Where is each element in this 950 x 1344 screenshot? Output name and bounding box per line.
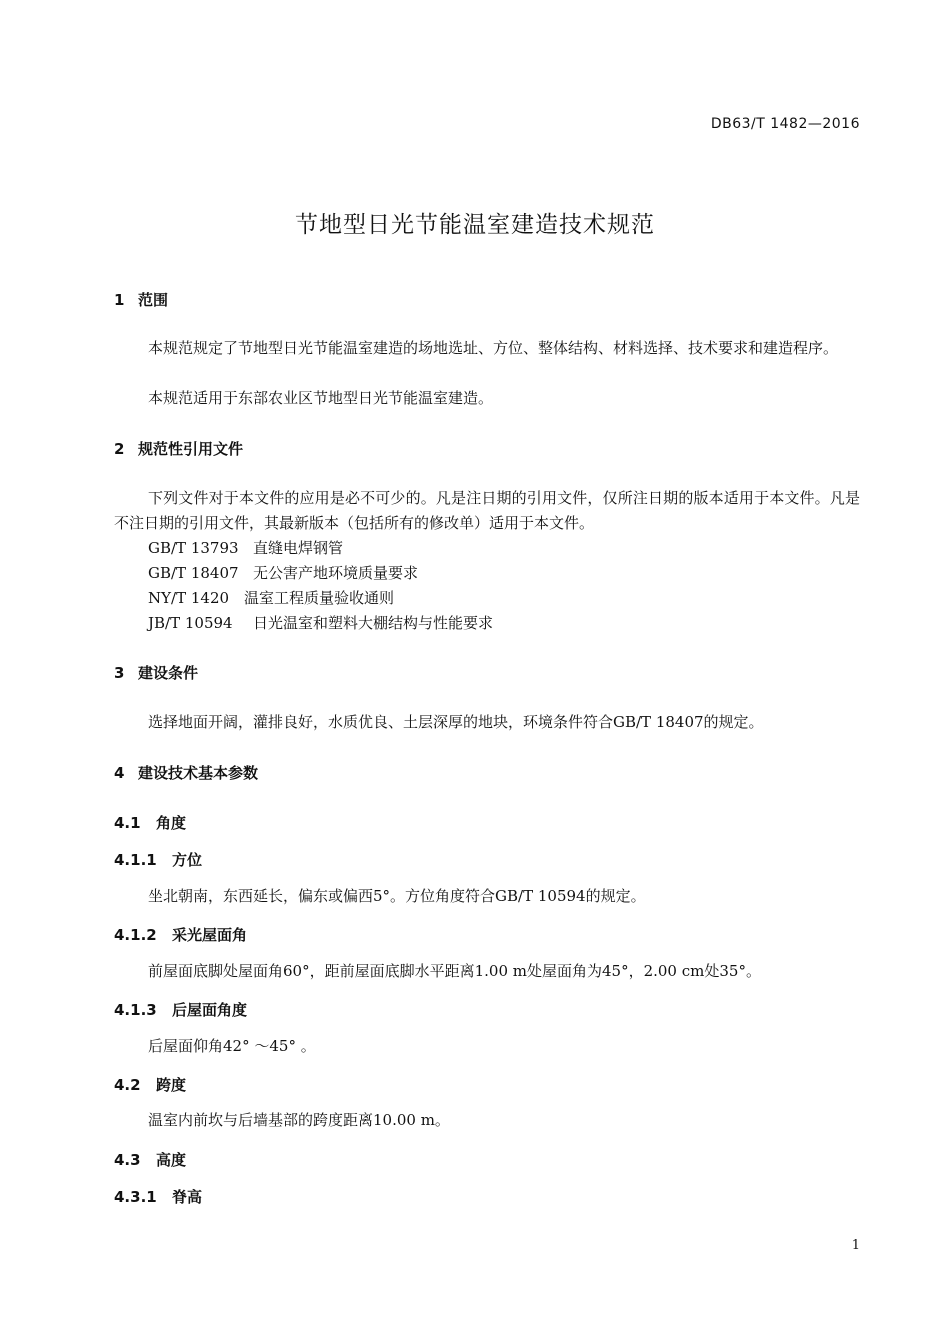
reference-item	[148, 611, 860, 636]
section-4-3-1-heading	[114, 1186, 202, 1207]
section-4-3-heading	[114, 1149, 186, 1170]
section-title: 后屋面角度	[172, 1001, 248, 1019]
section-1-paragraph-1: 本规范规定了节地型日光节能温室建造的场地选址、方位、整体结构、材料选择、技术要求和建造程序。	[148, 339, 839, 357]
document-title: 节地型日光节能温室建造技术规范	[295, 212, 655, 238]
section-number: 4	[114, 764, 125, 782]
document-number: DB63/T 1482—2016	[710, 116, 860, 132]
reference-code: JB/T 10594	[148, 614, 233, 632]
section-number: 4.1.3	[114, 1001, 157, 1019]
section-number: 4.1.1	[114, 851, 157, 869]
section-1-heading	[114, 289, 168, 310]
reference-code: GB/T 18407	[148, 564, 239, 582]
reference-code: GB/T 13793	[148, 539, 239, 557]
section-2-paragraph-1: 下列文件对于本文件的应用是必不可少的。凡是注日期的引用文件，仅所注日期的版本适用于本文件。凡是不注日期的引用文件，其最新版本（包括所有的修改单）适用于本文件。	[114, 489, 860, 532]
section-4-1-3-heading	[114, 999, 247, 1020]
reference-name: 温室工程质量验收通则	[244, 589, 395, 607]
section-title: 跨度	[156, 1076, 187, 1094]
section-number: 1	[114, 291, 125, 309]
section-1-paragraph-2: 本规范适用于东部农业区节地型日光节能温室建造。	[148, 389, 494, 407]
section-3-heading	[114, 662, 198, 683]
section-number: 2	[114, 440, 125, 458]
section-number: 4.1	[114, 814, 141, 832]
section-number: 4.3.1	[114, 1188, 157, 1206]
section-title: 建设条件	[138, 664, 199, 682]
reference-code: NY/T 1420	[148, 589, 230, 607]
section-title: 规范性引用文件	[138, 440, 244, 458]
section-4-1-heading	[114, 812, 186, 833]
section-4-1-3-paragraph: 后屋面仰角42° ～45° 。	[148, 1037, 316, 1055]
reference-name: 日光温室和塑料大棚结构与性能要求	[253, 614, 494, 632]
reference-name: 直缝电焊钢管	[253, 539, 344, 557]
section-title: 范围	[138, 291, 169, 309]
reference-item	[148, 536, 860, 561]
section-title: 脊高	[172, 1188, 203, 1206]
page-number: 1	[851, 1238, 860, 1253]
section-4-1-1-paragraph: 坐北朝南，东西延长，偏东或偏西5°。方位角度符合GB/T 10594的规定。	[148, 887, 646, 905]
section-number: 4.1.2	[114, 926, 157, 944]
reference-name: 无公害产地环境质量要求	[253, 564, 419, 582]
section-number: 4.2	[114, 1076, 141, 1094]
section-title: 方位	[172, 851, 203, 869]
section-4-1-2-paragraph: 前屋面底脚处屋面角60°，距前屋面底脚水平距离1.00 m处屋面角为45°，2.00 cm处35°。	[148, 962, 761, 980]
section-number: 3	[114, 664, 125, 682]
section-4-2-heading	[114, 1074, 186, 1095]
section-title: 高度	[156, 1151, 187, 1169]
section-4-1-1-heading	[114, 849, 202, 870]
section-title: 角度	[156, 814, 187, 832]
section-title: 采光屋面角	[172, 926, 248, 944]
section-4-1-2-heading	[114, 924, 247, 945]
reference-item	[148, 561, 860, 586]
section-2-heading	[114, 438, 243, 459]
section-4-2-paragraph: 温室内前坎与后墙基部的跨度距离10.00 m。	[148, 1111, 450, 1129]
section-4-heading	[114, 762, 258, 783]
section-title: 建设技术基本参数	[138, 764, 259, 782]
reference-item	[148, 586, 860, 611]
section-3-paragraph-1: 选择地面开阔，灌排良好，水质优良、土层深厚的地块，环境条件符合GB/T 18407的规定。	[148, 713, 764, 731]
section-number: 4.3	[114, 1151, 141, 1169]
